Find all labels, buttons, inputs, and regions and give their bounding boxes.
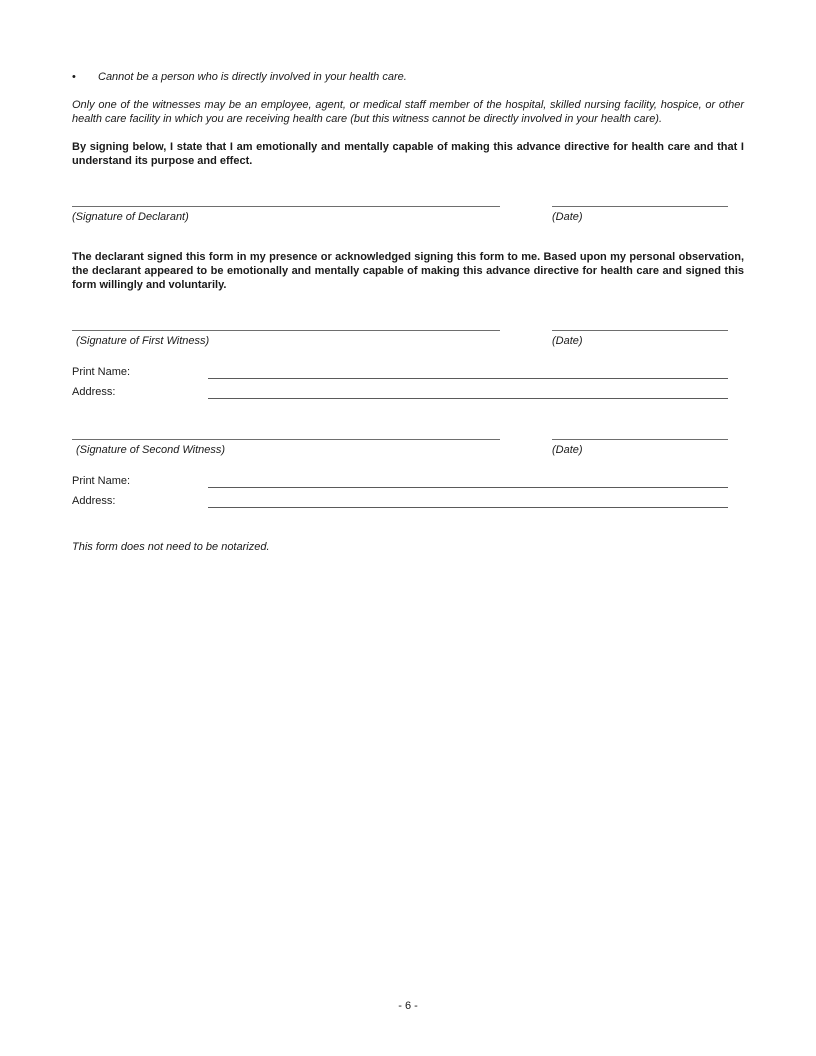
- second-witness-print-name-label: Print Name:: [72, 475, 131, 487]
- second-witness-address-label: Address:: [72, 495, 116, 507]
- second-witness-print-name-row: [72, 473, 744, 490]
- first-witness-signature-row: [72, 330, 744, 348]
- first-witness-address-row: [72, 384, 744, 401]
- second-witness-date-field: [552, 439, 728, 457]
- second-witness-signature-line[interactable]: [72, 439, 500, 440]
- second-witness-print-name-line[interactable]: [208, 487, 728, 488]
- second-witness-signature-row: [72, 439, 744, 457]
- document-content: [72, 70, 744, 554]
- first-witness-address-label: Address:: [72, 386, 116, 398]
- declarant-date-line[interactable]: [552, 206, 728, 207]
- declarant-date-label: (Date): [552, 211, 583, 223]
- notary-note: This form does not need to be notarized.: [72, 541, 270, 553]
- first-witness-signature-field: [72, 330, 500, 348]
- first-witness-details: [72, 364, 744, 401]
- second-witness-address-line[interactable]: [208, 507, 728, 508]
- witness-requirement-bullet: [72, 70, 744, 84]
- first-witness-signature-label: (Signature of First Witness): [76, 335, 210, 347]
- first-witness-date-field: [552, 330, 728, 348]
- second-witness-signature-label: (Signature of Second Witness): [76, 444, 226, 456]
- second-witness-details: [72, 473, 744, 510]
- witness-rules-paragraph: Only one of the witnesses may be an employee, agent, or medical staff member of the hospital, skilled nursing facility, hospice, or other health care facility in which you are receiving health care (but this witness cannot be directly involved in your health care).: [72, 99, 744, 125]
- first-witness-date-line[interactable]: [552, 330, 728, 331]
- witness-statement: The declarant signed this form in my presence or acknowledged signing this form to me. Based upon my personal observation, the declarant appeared to be emotionally and mentally capable of making this advance directive for health care and signed this form willingly and voluntarily.: [72, 251, 744, 291]
- second-witness-date-line[interactable]: [552, 439, 728, 440]
- declarant-signature-label: (Signature of Declarant): [72, 211, 189, 223]
- first-witness-print-name-label: Print Name:: [72, 366, 131, 378]
- declarant-signature-field: [72, 206, 500, 224]
- first-witness-print-name-line[interactable]: [208, 378, 728, 379]
- first-witness-print-name-row: [72, 364, 744, 381]
- declarant-signature-line[interactable]: [72, 206, 500, 207]
- second-witness-date-label: (Date): [552, 444, 583, 456]
- declarant-statement: By signing below, I state that I am emotionally and mentally capable of making this advance directive for health care and that I understand its purpose and effect.: [72, 141, 744, 167]
- bullet-icon: •: [72, 71, 76, 83]
- second-witness-signature-field: [72, 439, 500, 457]
- first-witness-signature-line[interactable]: [72, 330, 500, 331]
- second-witness-address-row: [72, 493, 744, 510]
- declarant-date-field: [552, 206, 728, 224]
- first-witness-address-line[interactable]: [208, 398, 728, 399]
- page-number: - 6 -: [398, 1000, 418, 1012]
- witness-requirement-text: Cannot be a person who is directly involved in your health care.: [98, 71, 407, 83]
- declarant-signature-row: [72, 206, 744, 224]
- first-witness-date-label: (Date): [552, 335, 583, 347]
